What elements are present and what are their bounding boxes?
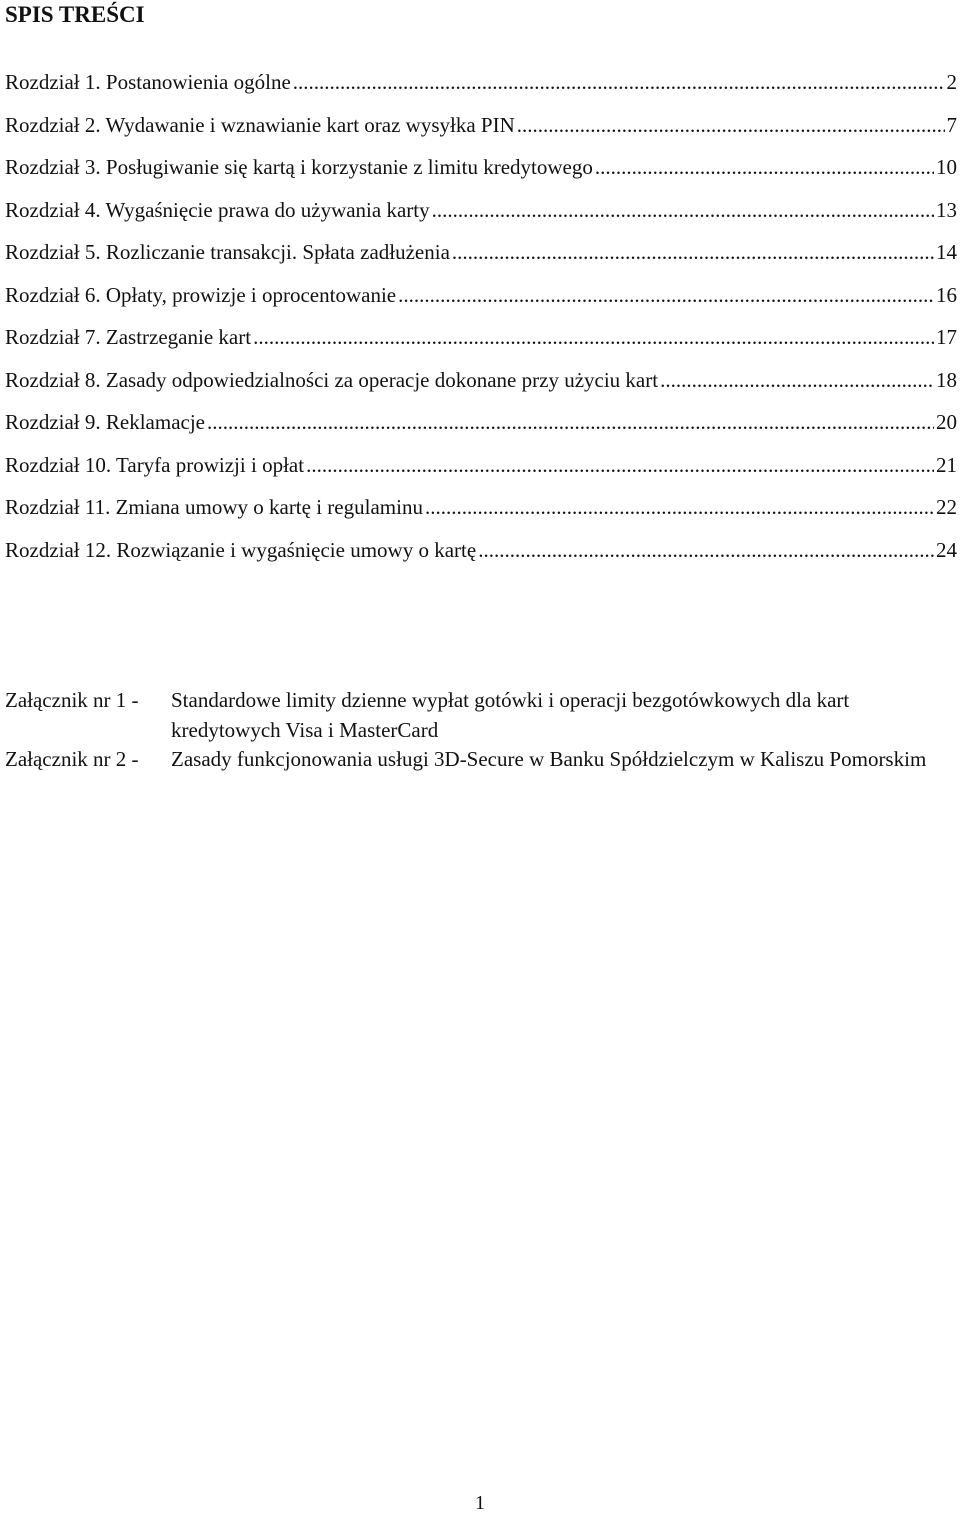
toc-entry[interactable] — [5, 68, 957, 111]
toc-entry-page: 18 — [936, 367, 957, 392]
toc-entry[interactable] — [5, 408, 957, 451]
annex-number: Załącznik nr 2 - — [5, 747, 139, 771]
dot-leader — [517, 111, 945, 139]
toc-entry-page: 14 — [936, 240, 957, 264]
table-of-contents — [5, 68, 957, 578]
toc-entry-page: 22 — [936, 495, 957, 519]
toc-entry-page: 17 — [936, 325, 957, 349]
toc-entry-label: Rozdział 12. Rozwiązanie i wygaśnięcie umowy o kartę — [5, 537, 477, 562]
toc-entry[interactable] — [5, 366, 957, 409]
toc-entry-label: Rozdział 1. Postanowienia ogólne — [5, 70, 291, 94]
toc-entry-page: 7 — [946, 112, 957, 137]
annex-number: Załącznik nr 1 - — [5, 688, 139, 712]
dot-leader — [207, 408, 934, 436]
toc-entry-page: 10 — [936, 155, 957, 179]
toc-entry-label: Rozdział 9. Reklamacje — [5, 410, 206, 434]
toc-entry-label: Rozdział 6. Opłaty, prowizje i oprocentowanie — [5, 282, 397, 307]
toc-entry-label: Rozdział 8. Zasady odpowiedzialności za operacje dokonane przy użyciu kart — [5, 367, 659, 392]
annex-entry — [5, 745, 957, 775]
toc-entry-label: Rozdział 11. Zmiana umowy o kartę i regulaminu — [5, 495, 423, 519]
dot-leader — [425, 493, 934, 521]
toc-entry[interactable] — [5, 153, 957, 196]
toc-entry[interactable] — [5, 238, 957, 281]
toc-entry[interactable] — [5, 111, 957, 154]
toc-entry-page: 2 — [946, 70, 957, 94]
dot-leader — [452, 238, 934, 266]
toc-entry-label: Rozdział 10. Taryfa prowizji i opłat — [5, 452, 305, 477]
toc-entry-page: 16 — [936, 282, 957, 307]
dot-leader — [432, 196, 934, 224]
page-number: 1 — [475, 1492, 485, 1514]
dot-leader — [293, 68, 945, 96]
toc-entry-label: Rozdział 7. Zastrzeganie kart — [5, 325, 252, 349]
toc-entry-label: Rozdział 2. Wydawanie i wznawianie kart oraz wysyłka PIN — [5, 112, 515, 137]
toc-entry-label: Rozdział 4. Wygaśnięcie prawa do używania karty — [5, 197, 430, 222]
toc-entry-page: 20 — [936, 410, 957, 434]
toc-entry-page: 13 — [936, 197, 957, 222]
dot-leader — [478, 536, 934, 564]
toc-entry-page: 24 — [936, 537, 957, 562]
annex-title: Standardowe limity dzienne wypłat gotówki i operacji bezgotówkowych dla kart kredytowych Visa i MasterCard — [171, 688, 850, 742]
dot-leader — [595, 153, 934, 181]
dot-leader — [398, 281, 934, 309]
toc-entry-page: 21 — [936, 452, 957, 477]
toc-entry-label: Rozdział 3. Posługiwanie się kartą i korzystanie z limitu kredytowego — [5, 155, 593, 179]
toc-entry[interactable] — [5, 493, 957, 536]
toc-entry[interactable] — [5, 536, 957, 579]
dot-leader — [253, 323, 934, 351]
page-title: SPIS TREŚCI — [5, 2, 145, 27]
dot-leader — [660, 366, 934, 394]
annex-list — [5, 686, 957, 775]
annex-title: Zasady funkcjonowania usługi 3D-Secure w Banku Spółdzielczym w Kaliszu Pomorskim — [171, 747, 927, 771]
toc-entry[interactable] — [5, 323, 957, 366]
annex-entry — [5, 686, 957, 745]
toc-entry[interactable] — [5, 451, 957, 494]
toc-entry-label: Rozdział 5. Rozliczanie transakcji. Spłata zadłużenia — [5, 240, 450, 264]
toc-entry[interactable] — [5, 196, 957, 239]
toc-entry[interactable] — [5, 281, 957, 324]
dot-leader — [306, 451, 934, 479]
